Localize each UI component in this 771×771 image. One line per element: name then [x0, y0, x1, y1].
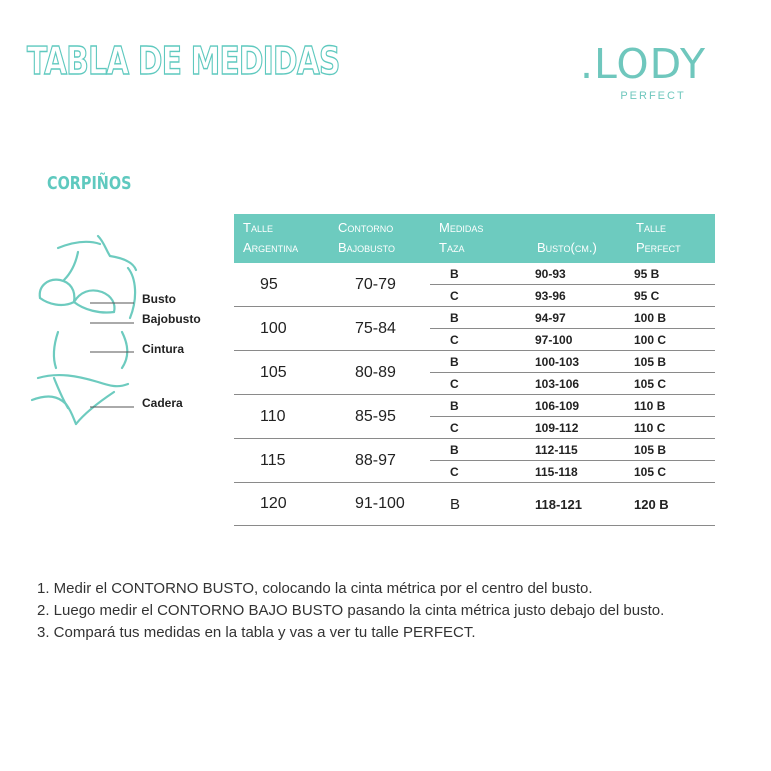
- label-busto: Busto: [142, 292, 176, 306]
- taza: C: [430, 329, 528, 351]
- contorno-bajobusto: 80-89: [329, 351, 430, 395]
- table-row: [234, 439, 715, 461]
- talle-perfect: 100 B: [627, 307, 715, 329]
- busto: 106-109: [528, 395, 627, 417]
- talle-perfect: 105 C: [627, 373, 715, 395]
- contorno-bajobusto: 85-95: [329, 395, 430, 439]
- taza: B: [430, 483, 528, 526]
- talle-argentina: 105: [234, 351, 329, 395]
- table-header-row: [234, 214, 715, 263]
- instruction-item: 1. Medir el CONTORNO BUSTO, colocando la cinta métrica por el centro del busto.: [37, 580, 593, 597]
- header-medidas-taza: Medidas Taza: [430, 214, 528, 263]
- busto: 100-103: [528, 351, 627, 373]
- label-cadera: Cadera: [142, 396, 183, 410]
- busto: 112-115: [528, 439, 627, 461]
- talle-argentina: 95: [234, 263, 329, 307]
- talle-perfect: 110 B: [627, 395, 715, 417]
- section-title: CORPIÑOS: [47, 173, 132, 194]
- taza: C: [430, 461, 528, 483]
- instruction-item: 3. Compará tus medidas en la tabla y vas a ver tu talle PERFECT.: [37, 624, 476, 641]
- busto: 90-93: [528, 263, 627, 285]
- table-row: [234, 395, 715, 417]
- busto: 97-100: [528, 329, 627, 351]
- taza: B: [430, 351, 528, 373]
- table-row: [234, 263, 715, 285]
- body-outline-icon: [18, 228, 218, 428]
- header-contorno-bajobusto: Contorno Bajobusto: [329, 214, 430, 263]
- talle-perfect: 110 C: [627, 417, 715, 439]
- talle-perfect: 105 B: [627, 439, 715, 461]
- busto: 94-97: [528, 307, 627, 329]
- talle-perfect: 100 C: [627, 329, 715, 351]
- talle-perfect: 105 C: [627, 461, 715, 483]
- taza: B: [430, 307, 528, 329]
- taza: C: [430, 417, 528, 439]
- talle-argentina: 110: [234, 395, 329, 439]
- talle-perfect: 95 B: [627, 263, 715, 285]
- brand-subtitle: PERFECT: [620, 90, 686, 102]
- label-cintura: Cintura: [142, 342, 184, 356]
- talle-argentina: 120: [234, 483, 329, 526]
- body-figure: [18, 228, 218, 428]
- size-table: [234, 214, 715, 526]
- brand-name: .LODY: [579, 40, 707, 88]
- table-row: [234, 307, 715, 329]
- brand-logo: [563, 40, 723, 102]
- talle-argentina: 115: [234, 439, 329, 483]
- busto: 115-118: [528, 461, 627, 483]
- table-row: [234, 351, 715, 373]
- contorno-bajobusto: 88-97: [329, 439, 430, 483]
- taza: B: [430, 395, 528, 417]
- page-title: TABLA DE MEDIDAS: [27, 39, 340, 83]
- header-talle-perfect: Talle Perfect: [627, 214, 715, 263]
- busto: 118-121: [528, 483, 627, 526]
- talle-perfect: 105 B: [627, 351, 715, 373]
- header-talle-argentina: Talle Argentina: [234, 214, 329, 263]
- taza: B: [430, 263, 528, 285]
- busto: 103-106: [528, 373, 627, 395]
- talle-perfect: 120 B: [627, 483, 715, 526]
- header-busto: Busto(cm.): [528, 214, 627, 263]
- taza: B: [430, 439, 528, 461]
- contorno-bajobusto: 70-79: [329, 263, 430, 307]
- taza: C: [430, 285, 528, 307]
- label-bajobusto: Bajobusto: [142, 312, 201, 326]
- busto: 93-96: [528, 285, 627, 307]
- table-row: [234, 483, 715, 526]
- instructions-list: [37, 578, 664, 644]
- busto: 109-112: [528, 417, 627, 439]
- instruction-item: 2. Luego medir el CONTORNO BAJO BUSTO pasando la cinta métrica justo debajo del busto.: [37, 602, 665, 619]
- contorno-bajobusto: 75-84: [329, 307, 430, 351]
- talle-argentina: 100: [234, 307, 329, 351]
- contorno-bajobusto: 91-100: [329, 483, 430, 526]
- talle-perfect: 95 C: [627, 285, 715, 307]
- taza: C: [430, 373, 528, 395]
